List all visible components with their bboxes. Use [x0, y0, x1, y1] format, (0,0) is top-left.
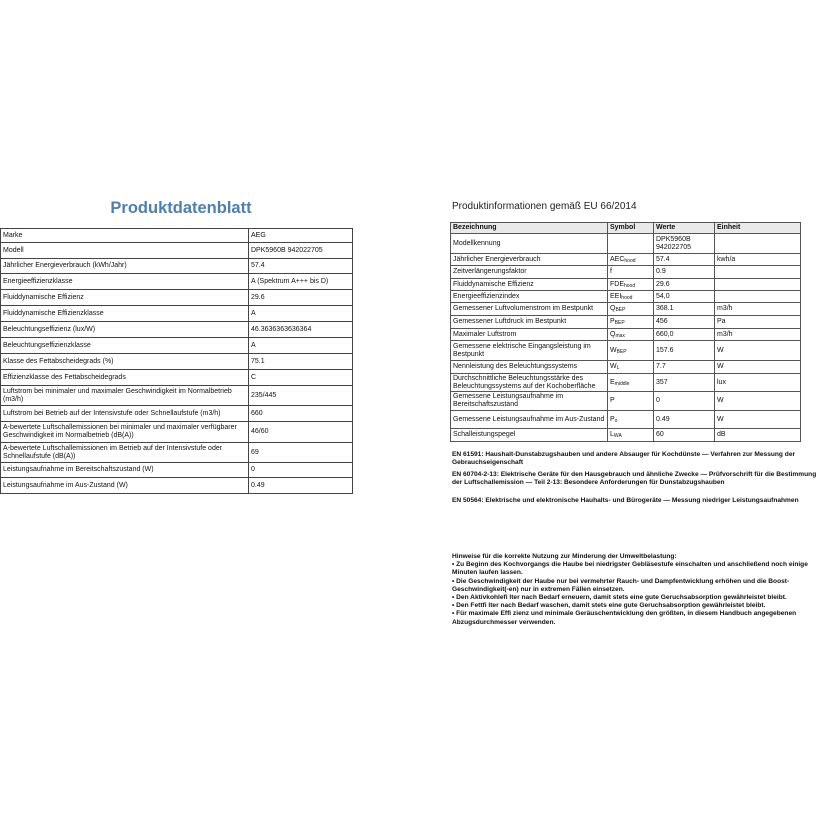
table-row	[451, 429, 801, 442]
product-datasheet-title: Produktdatenblatt	[110, 199, 252, 217]
table-row	[1, 443, 353, 463]
row-value: 57.4	[654, 254, 715, 266]
standard-en60704: EN 60704-2-13: Elektrische Geräte für den Hausgebrauch und ähnliche Zwecke — Prüfvorschrift für die Bestimmung der Luftschallemission — Teil 2-13: Besondere Anforderungen für Dunstabzugshauben	[452, 471, 817, 486]
symbol-main: P	[610, 397, 615, 404]
header-values: Werte	[654, 223, 715, 234]
row-label: Energieeffizienzklasse	[1, 274, 249, 290]
row-value: DPK5960B 942022705	[249, 243, 353, 259]
row-value: C	[249, 370, 353, 386]
row-value: 0.9	[654, 266, 715, 279]
hint-item: • Für maximale Effi zienz und minimale Geräuschentwicklung den größten, in diesem Handbuch angegebenen Abzugsdurchmesser verwenden.	[452, 610, 797, 626]
row-value: 660,0	[654, 329, 715, 341]
row-value: 7.7	[654, 361, 715, 374]
row-unit: W	[715, 392, 801, 411]
table-row	[1, 229, 353, 243]
table-row	[1, 274, 353, 290]
symbol-subscript: hood	[624, 257, 636, 264]
table-row	[1, 406, 353, 422]
row-value: 29.6	[654, 279, 715, 291]
standard-en61591: EN 61591: Haushalt-Dunstabzugshauben und andere Absauger für Kochdünste — Verfahren zur Messung der Gebrauchseigenschaft	[452, 451, 796, 466]
row-label: Beleuchtungseffizienzklasse	[1, 338, 249, 354]
product-info-title: Produktinformationen gemäß EU 66/2014	[452, 201, 637, 212]
product-datasheet-table	[0, 228, 353, 494]
row-label: A-bewertete Luftschallemissionen im Betrieb auf der Intensivstufe oder Schnellaufstufe (dB(A))	[1, 443, 249, 463]
row-unit: W	[715, 411, 801, 429]
row-label: Klasse des Fettabscheidegrads (%)	[1, 354, 249, 370]
row-value: 75.1	[249, 354, 353, 370]
row-value: 157.6	[654, 341, 715, 361]
row-symbol	[608, 429, 654, 442]
header-symbol: Symbol	[608, 223, 654, 234]
row-value: DPK5960B 942022705	[654, 234, 715, 254]
table-row	[1, 463, 353, 478]
row-symbol	[608, 341, 654, 361]
standard-en50564: EN 50564: Elektrische und elektronische Hauhalts- und Bürogeräte — Messung niedriger Leistungsaufnahmen	[452, 497, 799, 504]
row-value: 46.3636363636364	[249, 322, 353, 338]
hint-item: • Den Fettfi lter nach Bedarf waschen, damit stets eine gute Geruchsabsorption gewährleistet bleibt.	[452, 602, 766, 610]
table-row	[1, 306, 353, 322]
row-value: A	[249, 338, 353, 354]
row-label: Zeitverlängerungsfaktor	[451, 266, 608, 279]
table-row	[1, 478, 353, 494]
table-row	[451, 411, 801, 429]
row-label: Schalleistungspegel	[451, 429, 608, 442]
table-row	[1, 386, 353, 406]
table-row	[451, 254, 801, 266]
row-value: 29.6	[249, 290, 353, 306]
row-value: 46/60	[249, 422, 353, 443]
row-symbol	[608, 279, 654, 291]
row-unit: Pa	[715, 316, 801, 329]
table-row	[451, 392, 801, 411]
row-label: Gemessene Leistungsaufnahme im Aus-Zustand	[451, 411, 608, 429]
row-value: 0.49	[654, 411, 715, 429]
row-value: 456	[654, 316, 715, 329]
hint-item: • Die Geschwindigkeit der Haube nur bei vermehrter Rauch- und Dampfentwicklung erhöhen und die Boost-Geschwindigkeit(-en) nur in extremen Fällen einsetzen.	[452, 577, 790, 593]
row-symbol	[608, 392, 654, 411]
row-symbol	[608, 411, 654, 429]
symbol-subscript: BEP	[614, 320, 625, 326]
table-row	[1, 243, 353, 259]
usage-hints	[452, 553, 827, 627]
row-value: 660	[249, 406, 353, 422]
row-label: Gemessene elektrische Eingangsleistung im Bestpunkt	[451, 341, 608, 361]
table-row	[451, 266, 801, 279]
symbol-subscript: BEP	[616, 348, 627, 355]
row-symbol	[608, 266, 654, 279]
symbol-main: AEC	[610, 255, 625, 263]
row-symbol	[608, 234, 654, 254]
symbol-subscript: hood	[624, 282, 636, 289]
symbol-main: Q	[610, 330, 616, 338]
table-row	[1, 259, 353, 274]
row-label: Leistungsaufnahme im Bereitschaftszustand (W)	[1, 463, 249, 478]
row-value: 54,0	[654, 291, 715, 303]
row-value: 0	[654, 392, 715, 411]
table-row	[1, 370, 353, 386]
table-header-row	[451, 223, 801, 234]
row-value: 0	[249, 463, 353, 478]
row-label: Fluiddynamische Effizienz	[1, 290, 249, 306]
symbol-subscript: BEP	[615, 307, 626, 313]
symbol-subscript: hood	[621, 294, 633, 301]
row-label: Nennleistung des Beleuchtungssystems	[451, 361, 608, 374]
symbol-main: EEI	[610, 292, 622, 300]
symbol-subscript: o	[614, 417, 618, 424]
row-value: A	[249, 306, 353, 322]
table-row	[451, 341, 801, 361]
row-label: Gemessener Luftvolumenstrom im Bestpunkt	[451, 303, 608, 316]
row-value: 60	[654, 429, 715, 442]
symbol-main: W	[610, 363, 617, 370]
row-symbol	[608, 316, 654, 329]
header-designation: Bezeichnung	[451, 223, 608, 234]
symbol-main: W	[610, 346, 617, 354]
hint-item: • Den Aktivkohlefi lter nach Bedarf erneuern, damit stets eine gute Geruchsabsorption gewährleistet bleibt.	[452, 594, 787, 602]
row-value: 0.49	[249, 478, 353, 494]
symbol-main: E	[610, 378, 615, 386]
row-label: Jährlicher Energieverbrauch	[451, 254, 608, 266]
symbol-subscript: WA	[613, 433, 622, 439]
symbol-main: Q	[610, 305, 616, 312]
row-symbol	[608, 291, 654, 303]
row-unit: W	[715, 341, 801, 361]
row-label: Fluiddynamische Effizienzklasse	[1, 306, 249, 322]
row-label: Durchschnittliche Beleuchtungsstärke des Beleuchtungssystems auf der Kochoberfläche	[451, 374, 608, 392]
row-unit	[715, 234, 801, 254]
table-row	[451, 361, 801, 374]
row-unit	[715, 291, 801, 303]
table-row	[451, 291, 801, 303]
symbol-main: L	[610, 431, 614, 438]
row-label: Fluiddynamische Effizienz	[451, 279, 608, 291]
row-label: Modellkennung	[451, 234, 608, 254]
row-value: 57.4	[249, 259, 353, 274]
table-row	[1, 338, 353, 354]
row-label: Marke	[1, 229, 249, 243]
row-label: Luftstrom bei Betrieb auf der Intensivstufe oder Schnellaufstufe (m3/h)	[1, 406, 249, 422]
row-unit	[715, 266, 801, 279]
row-label: Luftstrom bei minimaler und maximaler Geschwindigkeit im Normalbetrieb (m3/h)	[1, 386, 249, 406]
row-unit	[715, 279, 801, 291]
row-label: Modell	[1, 243, 249, 259]
product-info-table	[450, 222, 801, 442]
row-symbol	[608, 374, 654, 392]
symbol-main: P	[610, 415, 615, 423]
symbol-subscript: middle	[614, 380, 630, 387]
table-row	[451, 374, 801, 392]
table-row	[1, 354, 353, 370]
row-unit: m3/h	[715, 303, 801, 316]
row-label: Maximaler Luftstrom	[451, 329, 608, 341]
row-unit: lux	[715, 374, 801, 392]
row-label: Gemessene Leistungsaufnahme im Bereitschaftszustand	[451, 392, 608, 411]
row-value: 357	[654, 374, 715, 392]
table-row	[1, 290, 353, 306]
table-row	[1, 422, 353, 443]
row-symbol	[608, 361, 654, 374]
row-label: A-bewertete Luftschallemissionen bei minimaler und maximaler verfügbarer Geschwindigkeit im Normalbetrieb (dB(A))	[1, 422, 249, 443]
row-label: Beleuchtungseffizienz (lux/W)	[1, 322, 249, 338]
symbol-main: P	[610, 318, 615, 325]
row-value: 235/445	[249, 386, 353, 406]
symbol-subscript: max	[615, 332, 625, 339]
symbol-subscript: L	[616, 365, 620, 371]
row-label: Energieeffizienzindex	[451, 291, 608, 303]
row-unit: W	[715, 361, 801, 374]
row-label: Effizienzklasse des Fettabscheidegrads	[1, 370, 249, 386]
row-value: 69	[249, 443, 353, 463]
row-label: Leistungsaufnahme im Aus-Zustand (W)	[1, 478, 249, 494]
symbol-main: FDE	[610, 280, 624, 288]
row-label: Jährlicher Energieverbrauch (kWh/Jahr)	[1, 259, 249, 274]
table-row	[451, 329, 801, 341]
header-unit: Einheit	[715, 223, 801, 234]
table-row	[451, 316, 801, 329]
row-value: AEG	[249, 229, 353, 243]
row-unit: m3/h	[715, 329, 801, 341]
table-row	[451, 234, 801, 254]
table-row	[451, 279, 801, 291]
row-symbol	[608, 329, 654, 341]
hints-heading: Hinweise für die korrekte Nutzung zur Minderung der Umweltbelastung:	[452, 553, 677, 560]
row-value: A (Spektrum A+++ bis D)	[249, 274, 353, 290]
table-row	[451, 303, 801, 316]
hint-item: • Zu Beginn des Kochvorgangs die Haube bei niedrigster Gebläsestufe einschalten und anschließend noch einige Minuten laufen lassen.	[452, 561, 808, 577]
row-symbol	[608, 254, 654, 266]
row-unit: kwh/a	[715, 254, 801, 266]
row-value: 368.1	[654, 303, 715, 316]
row-symbol	[608, 303, 654, 316]
row-label: Gemessener Luftdruck im Bestpunkt	[451, 316, 608, 329]
row-unit: dB	[715, 429, 801, 442]
symbol-main: f	[610, 268, 612, 275]
table-row	[1, 322, 353, 338]
